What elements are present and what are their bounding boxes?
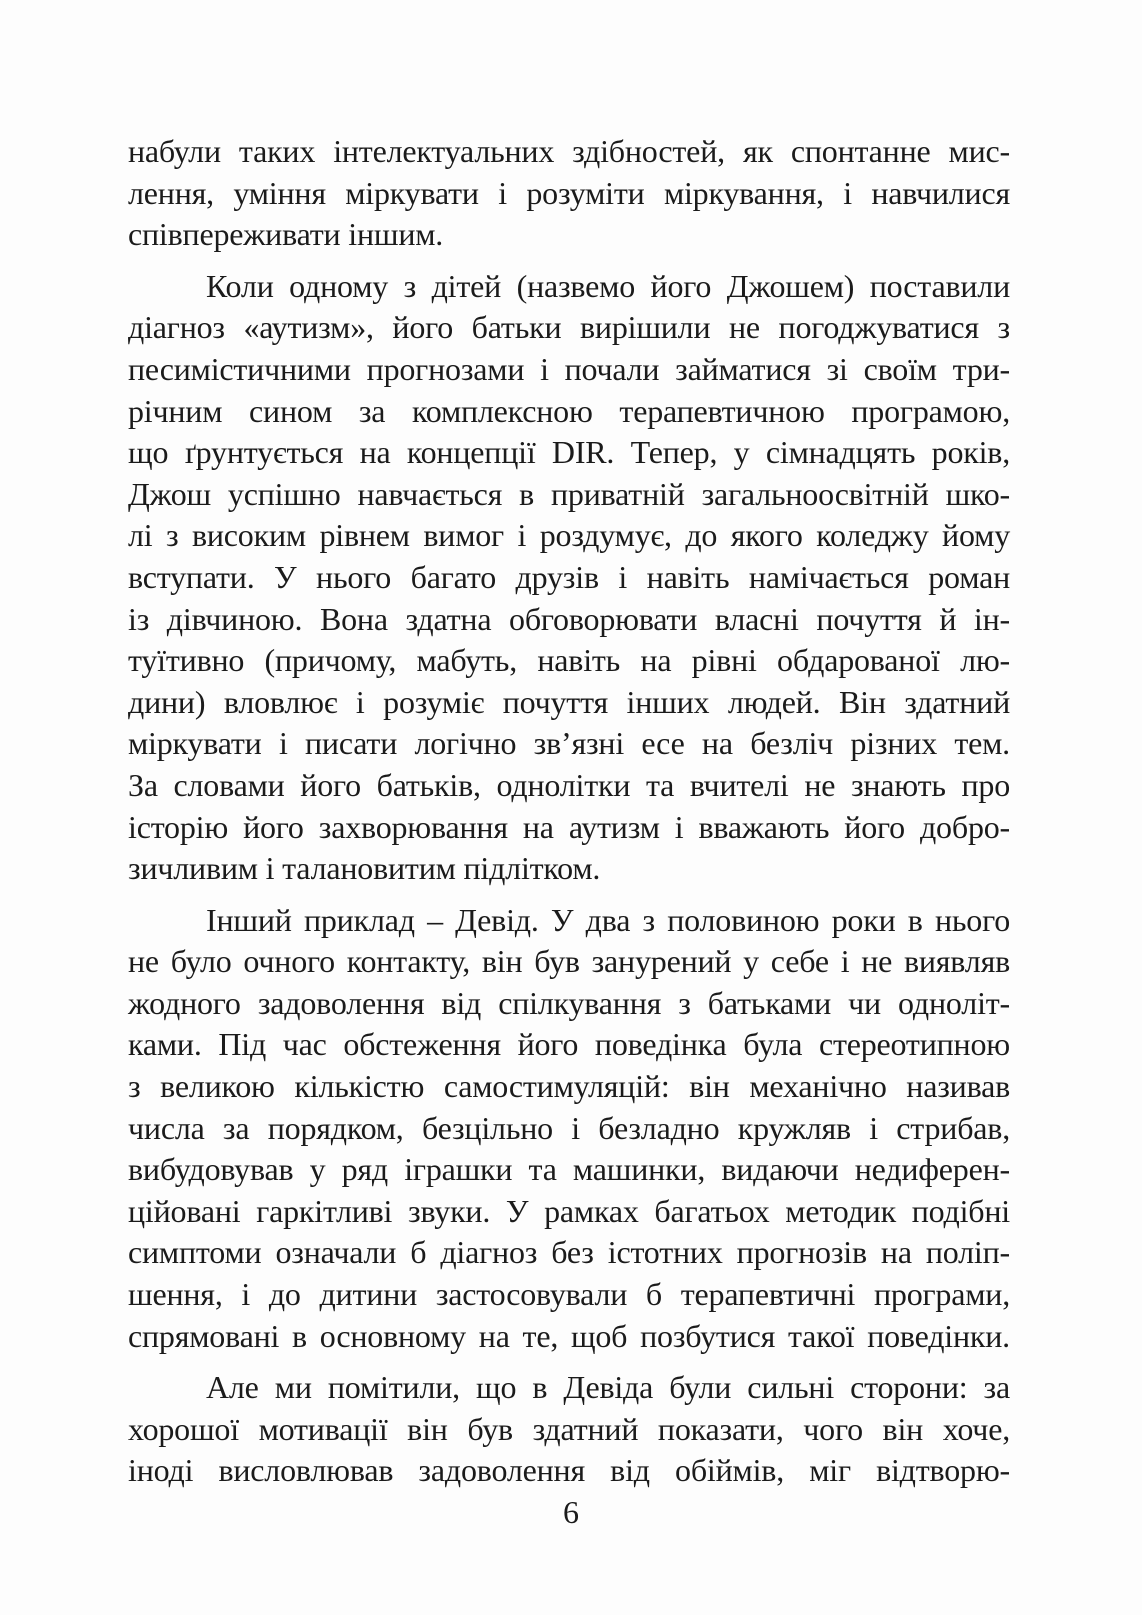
text-line: хорошої мотивації він був здатний показати, чого він хоче,: [128, 1410, 1010, 1447]
text-block: [128, 131, 1010, 1492]
paragraph: [128, 266, 1010, 890]
text-line: набули таких інтелектуальних здібностей, як спонтанне мис-: [128, 133, 1010, 169]
text-line: з великою кількістю самостимуляцій: він механічно називав: [128, 1068, 1010, 1105]
text-line: лі з високим рівнем вимог і роздумує, до якого коледжу йому: [128, 517, 1010, 554]
text-line: не було очного контакту, він був занурений у себе і не виявляв: [128, 943, 1010, 980]
paragraph: [128, 131, 1010, 256]
text-line: що ґрунтується на концепції DIR. Тепер, у сімнадцять років,: [128, 434, 1010, 471]
text-line: вибудовував у ряд іграшки та машинки, видаючи недиферен-: [128, 1151, 1010, 1188]
text-line: жодного задоволення від спілкування з батьками чи одноліт-: [128, 984, 1010, 1021]
text-line: песимістичними прогнозами і почали займатися зі своїм три-: [128, 350, 1010, 387]
text-line: шення, і до дитини застосовували б терапевтичні програми,: [128, 1276, 1010, 1313]
text-line: спрямовані в основному на те, щоб позбутися такої поведінки.: [128, 1317, 1010, 1354]
page-number: 6: [563, 1494, 579, 1530]
text-line: діагноз «аутизм», його батьки вирішили не погоджуватися з: [128, 309, 1010, 346]
text-line: із дівчиною. Вона здатна обговорювати власні почуття й ін-: [128, 600, 1010, 637]
text-line: дини) вловлює і розуміє почуття інших людей. Він здатний: [128, 683, 1010, 720]
text-line: вступати. У нього багато друзів і навіть намічається роман: [128, 558, 1010, 595]
text-line: іноді висловлював задоволення від обіймів, міг відтворю-: [128, 1452, 1010, 1489]
paragraph: [128, 900, 1010, 1358]
text-line: ційовані гаркітливі звуки. У рамках багатьох методик подібні: [128, 1192, 1010, 1229]
text-line: історію його захворювання на аутизм і вважають його добро-: [128, 808, 1010, 845]
text-line: Але ми помітили, що в Девіда були сильні сторони: за: [206, 1369, 1010, 1406]
text-line: За словами його батьків, однолітки та вчителі не знають про: [128, 766, 1010, 803]
text-line: Джош успішно навчається в приватній загальноосвітній шко-: [128, 475, 1010, 512]
text-line: ками. Під час обстеження його поведінка була стереотипною: [128, 1026, 1010, 1063]
text-line: Інший приклад – Девід. У два з половиною роки в нього: [206, 901, 1010, 938]
text-line: співпереживати іншим.: [128, 216, 444, 253]
text-line: симптоми означали б діагноз без істотних прогнозів на поліп-: [128, 1234, 1010, 1271]
text-line: числа за порядком, безцільно і безладно кружляв і стрибав,: [128, 1109, 1010, 1146]
text-line: міркувати і писати логічно зв’язні есе на безліч різних тем.: [128, 725, 1010, 762]
text-line: лення, уміння міркувати і розуміти міркування, і навчилися: [128, 174, 1010, 211]
text-line: річним сином за комплексною терапевтичною програмою,: [128, 392, 1010, 429]
paragraph: [128, 1367, 1010, 1492]
text-line: туїтивно (причому, мабуть, навіть на рівні обдарованої лю-: [128, 642, 1010, 679]
text-line: зичливим і талановитим підлітком.: [128, 850, 601, 887]
text-line: Коли одному з дітей (назвемо його Джошем) поставили: [206, 267, 1010, 304]
